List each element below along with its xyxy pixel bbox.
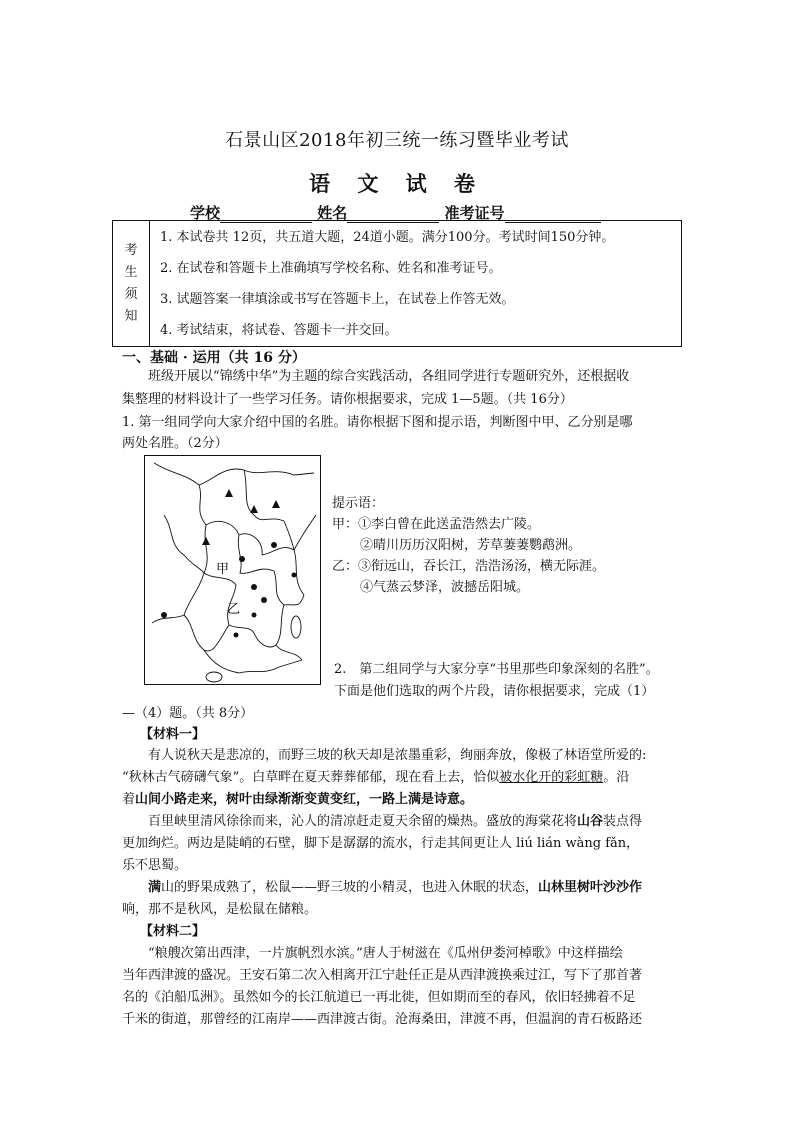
- material-1-line: 响，那不是秋风，是松鼠在储粮。: [122, 902, 318, 917]
- notice-heading: [113, 221, 150, 347]
- material-1-bold: 满: [148, 880, 162, 895]
- notice-heading-char: 考: [124, 242, 138, 258]
- school-label: 学校: [190, 204, 221, 222]
- section-heading: 一、基础 · 运用（共 16 分）: [122, 350, 306, 366]
- material-1-line: 更加绚烂。两边是陡峭的石壁，脚下是潺潺的流水，行走其间更让人 liú lián wàng fǎn，: [122, 836, 640, 851]
- notice-table: [112, 220, 682, 347]
- map-label-yi: 乙: [227, 602, 241, 617]
- exam-title: 石景山区2018年初三统一练习暨毕业考试: [225, 130, 569, 151]
- notice-item: 2. 在试卷和答题卡上准确填写学校名称、姓名和准考证号。: [160, 260, 502, 276]
- material-1-bold: 山间小路走来，树叶由绿渐渐变黄变红，一路上满是诗意。: [135, 792, 474, 807]
- material-1-line: [148, 810, 642, 833]
- notice-item: 4. 考试结束，将试卷、答题卡一并交回。: [160, 322, 398, 338]
- hint-yi-2: ④气蒸云梦泽，波撼岳阳城。: [360, 580, 530, 595]
- hint-title: 提示语：: [332, 496, 385, 511]
- question-1-line: 1. 第一组同学向大家介绍中国的名胜。请你根据下图和提示语，判断图中甲、乙分别是哪: [122, 415, 633, 430]
- hint-yi-1: 乙：③衔远山，吞长江，浩浩汤汤，横无际涯。: [332, 559, 606, 574]
- id-label: 准考证号: [444, 204, 505, 222]
- material-1-line: [122, 788, 473, 811]
- material-1-line: [148, 876, 642, 899]
- question-2-line: 2. 第二组同学与大家分享“书里那些印象深刻的名胜”。: [334, 662, 659, 677]
- material-1-text: 装点得: [603, 814, 643, 829]
- material-2-line: 千米的街道，那曾经的江南岸——西津渡古街。沧海桑田，津渡不再，但温润的青石板路还: [122, 1012, 643, 1027]
- material-1-line: 有人说秋天是悲凉的，而野三坡的秋天却是浓墨重彩，绚丽奔放，像极了林语堂所爱的:: [148, 748, 647, 763]
- material-1-label: 【材料一】: [140, 727, 206, 742]
- section-intro-line: 班级开展以“锦绣中华”为主题的综合实践活动，各组同学进行专题研究外，还根据收: [148, 369, 630, 384]
- material-1-bold: 山谷: [577, 814, 604, 829]
- notice-item: 3. 试题答案一律填涂或书写在答题卡上，在试卷上作答无效。: [160, 291, 515, 307]
- material-1-bold: 山林里树叶沙沙作: [538, 880, 643, 895]
- notice-heading-char: 生: [124, 264, 138, 280]
- material-2-line: “粮艘次第出西津，一片旗帆烈水滨。”唐人于树滋在《瓜州伊娄河棹歌》中这样描绘: [148, 946, 623, 961]
- material-1-text: 百里峡里清风徐徐而来，沁人的清凉赶走夏天余留的燥热。盛放的海棠花将: [148, 814, 578, 829]
- notice-heading-char: 须: [124, 286, 138, 302]
- map-label-jia: 甲: [216, 562, 230, 577]
- material-1-text: “秋林古气磅礴气象”。白草畔在夏天葬葬郁郁，现在看上去，恰似: [122, 770, 500, 785]
- material-1-line: 乐不思蜀。: [122, 858, 188, 873]
- material-1-line: [122, 766, 629, 789]
- section-intro-line: 集整理的材料设计了一些学习任务。请你根据要求，完成 1—5题。（共 16分）: [122, 392, 573, 407]
- notice-item: 1. 本试卷共 12页，共五道大题，24道小题。满分100分。考试时间150分钟。: [160, 229, 615, 245]
- hint-jia-2: ②晴川历历汉阳树，芳草萋萋鹦鹉洲。: [360, 538, 582, 553]
- question-2-line: 下面是他们选取的两个片段，请你根据要求，完成（1）: [334, 684, 655, 699]
- question-1-line: 两处名胜。（2分）: [122, 436, 228, 451]
- material-1-underlined: 被水化开的彩虹糖: [499, 770, 604, 785]
- material-2-line: 名的《泊船瓜洲》。虽然如今的长江航道已一再北徙，但如期而至的春风，依旧轻拂着不足: [122, 990, 636, 1005]
- name-label: 姓名: [317, 204, 348, 222]
- material-1-text: 着: [122, 792, 136, 807]
- material-1-text: 山的野果成熟了，松鼠——野三坡的小精灵，也进入休眠的状态，: [161, 880, 539, 895]
- material-2-line: 当年西津渡的盛况。王安石第二次入相离开江宁赴任正是从西津渡换乘过江，写下了那首著: [122, 968, 643, 983]
- china-map-figure: [144, 455, 321, 685]
- exam-subtitle: 语 文 试 卷: [309, 171, 485, 196]
- question-2-line: —（4）题。（共 8分）: [122, 706, 254, 721]
- hint-jia-1: 甲：①李白曾在此送孟浩然去广陵。: [332, 517, 541, 532]
- notice-heading-char: 知: [124, 308, 138, 324]
- notice-items: [150, 221, 682, 347]
- material-2-label: 【材料二】: [140, 924, 206, 939]
- material-1-text: 。沿: [603, 770, 630, 785]
